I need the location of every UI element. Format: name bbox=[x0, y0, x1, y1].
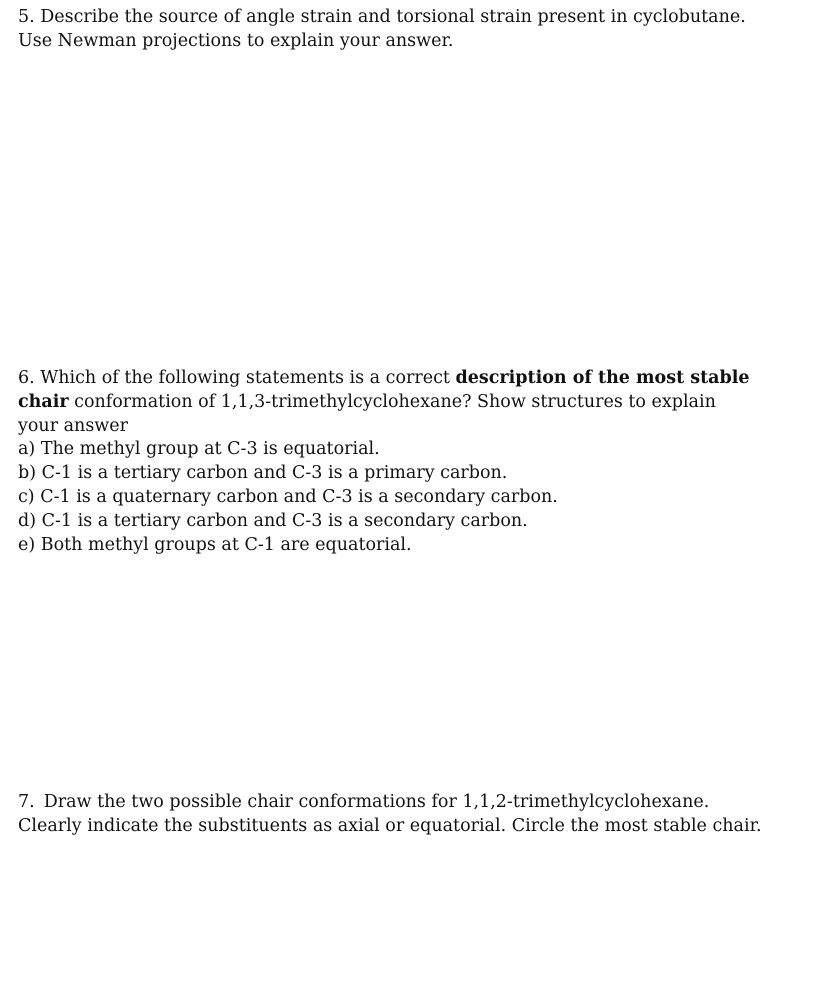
question-6 bbox=[18, 367, 808, 557]
question-7-line-2: Clearly indicate the substituents as axial or equatorial. Circle the most stable chair. bbox=[18, 815, 762, 836]
question-6-line-3: your answer bbox=[18, 415, 129, 436]
question-7-number: 7. bbox=[18, 792, 35, 812]
option-b: b) C-1 is a tertiary carbon and C-3 is a primary carbon. bbox=[18, 463, 508, 484]
question-5-line-1: 5. Describe the source of angle strain and torsional strain present in cyclobutane. bbox=[18, 7, 746, 27]
question-7 bbox=[18, 791, 808, 839]
question-7-line-1 bbox=[18, 791, 808, 815]
question-6-emphasis-1: description of the most stable bbox=[455, 368, 750, 388]
option-c: c) C-1 is a quaternary carbon and C-3 is a secondary carbon. bbox=[18, 486, 558, 507]
question-7-line-1-text: Draw the two possible chair conformations for 1,1,2-trimethylcyclohexane. bbox=[43, 792, 710, 812]
option-a: a) The methyl group at C-3 is equatorial. bbox=[18, 439, 380, 460]
question-6-line-1 bbox=[18, 367, 808, 391]
question-6-line-2 bbox=[18, 391, 808, 415]
question-5 bbox=[18, 6, 808, 54]
option-e: e) Both methyl groups at C-1 are equatorial. bbox=[18, 534, 412, 555]
question-5-line-2: Use Newman projections to explain your answer. bbox=[18, 30, 454, 51]
question-6-line-2-text: conformation of 1,1,3-trimethylcyclohexane? Show structures to explain bbox=[68, 391, 716, 412]
question-6-emphasis-2: chair bbox=[18, 391, 69, 412]
question-6-line-1-text: 6. Which of the following statements is a correct bbox=[18, 368, 456, 388]
option-d: d) C-1 is a tertiary carbon and C-3 is a secondary carbon. bbox=[18, 510, 528, 531]
